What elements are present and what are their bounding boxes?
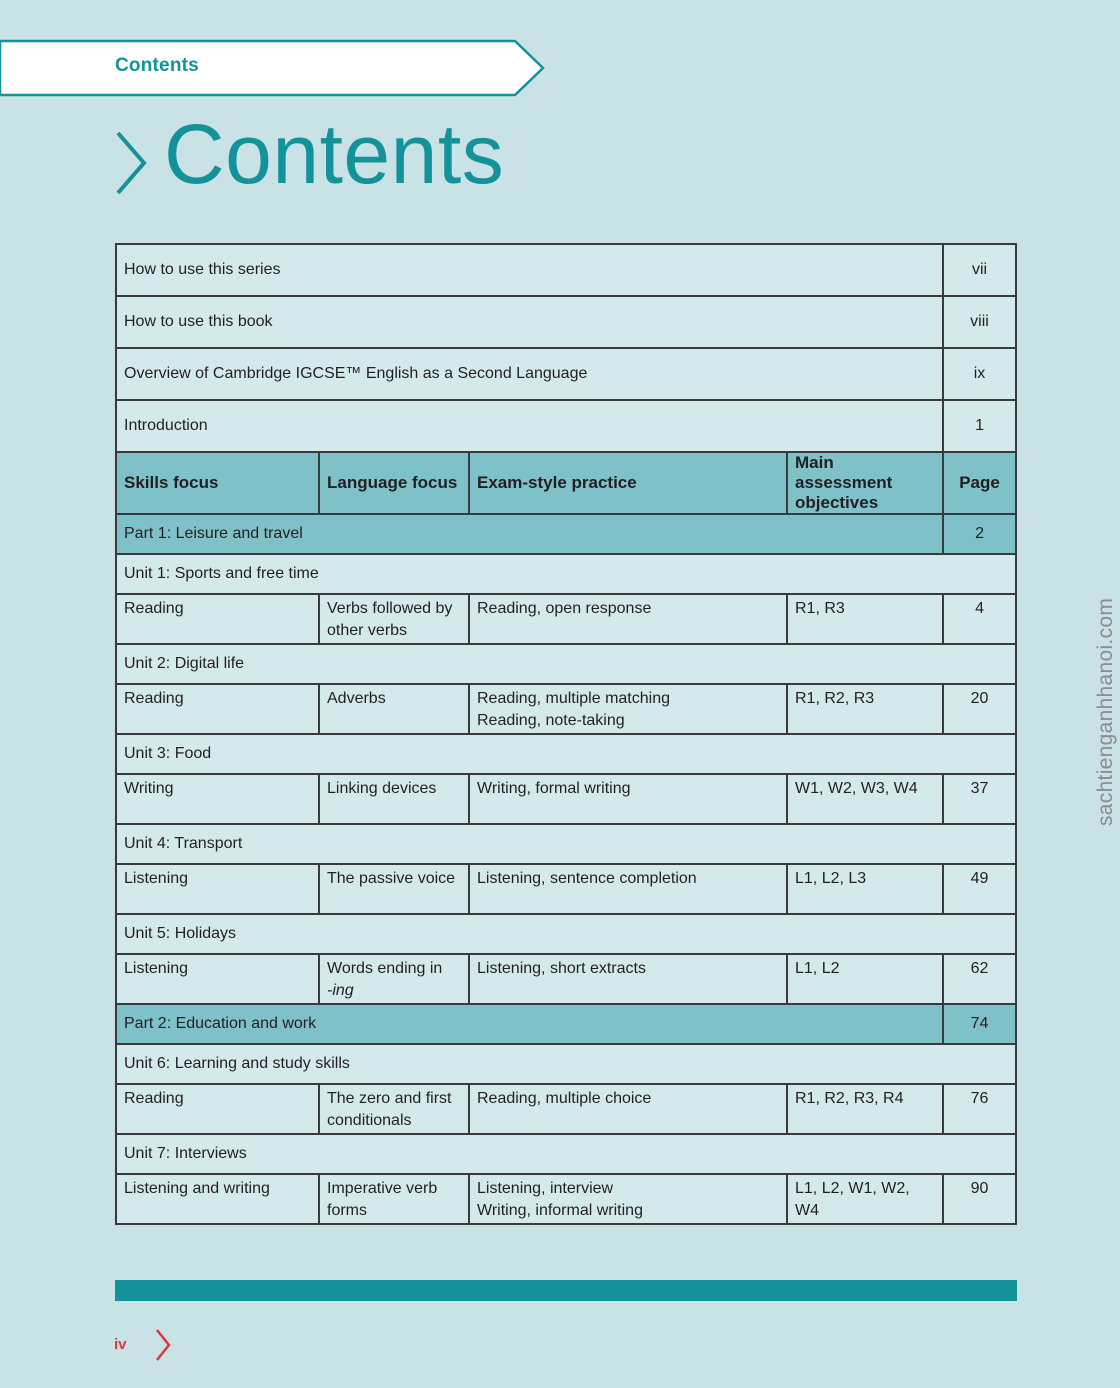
language-line: Verbs followed by: [327, 600, 453, 617]
unit-row: [116, 824, 1016, 864]
skills-cell: Reading: [116, 684, 319, 734]
objectives-cell: [787, 864, 943, 914]
page-title: Contents: [164, 107, 505, 201]
language-cell: [319, 864, 469, 914]
page-cell: 76: [943, 1084, 1016, 1134]
column-header-row: [116, 452, 1016, 514]
skills-cell: Reading: [116, 594, 319, 644]
objectives-line: R1, R2, R3, R4: [795, 1090, 904, 1107]
language-line: The passive voice: [327, 870, 456, 887]
language-cell: [319, 1084, 469, 1134]
unit-row: [116, 914, 1016, 954]
contents-table: [115, 243, 1017, 1225]
intro-row: [116, 296, 1016, 348]
page-cell: 4: [943, 594, 1016, 644]
part-title: Part 1: Leisure and travel: [116, 514, 943, 554]
exam-line: Reading, multiple choice: [477, 1090, 652, 1107]
unit-entry-row: [116, 774, 1016, 824]
footer-page-number: iv: [114, 1336, 127, 1353]
language-line: conditionals: [327, 1112, 412, 1129]
language-line: Linking devices: [327, 780, 437, 797]
unit-row: [116, 1134, 1016, 1174]
objectives-cell: [787, 954, 943, 1004]
exam-line: Listening, short extracts: [477, 960, 646, 977]
language-cell: [319, 954, 469, 1004]
unit-entry-row: [116, 684, 1016, 734]
unit-title: Unit 2: Digital life: [116, 644, 1016, 684]
objectives-line: W1, W2, W3, W4: [795, 780, 918, 797]
exam-cell: [469, 774, 787, 824]
language-line: -ing: [327, 982, 354, 999]
part-page: 2: [943, 514, 1016, 554]
objectives-cell: [787, 1084, 943, 1134]
objectives-cell: [787, 684, 943, 734]
exam-cell: [469, 954, 787, 1004]
unit-row: [116, 734, 1016, 774]
objectives-line: L1, L2: [795, 960, 840, 977]
skills-cell: Listening: [116, 954, 319, 1004]
column-header-objectives-line: objectives: [795, 493, 879, 512]
intro-row: [116, 244, 1016, 296]
unit-title: Unit 4: Transport: [116, 824, 1016, 864]
column-header-page: Page: [943, 452, 1016, 514]
language-cell: [319, 774, 469, 824]
exam-line: Reading, note-taking: [477, 712, 625, 729]
exam-line: Writing, formal writing: [477, 780, 631, 797]
language-cell: [319, 594, 469, 644]
objectives-line: L1, L2, L3: [795, 870, 867, 887]
skills-cell: Writing: [116, 774, 319, 824]
exam-cell: [469, 594, 787, 644]
chevron-right-icon: [154, 1328, 172, 1362]
language-line: Words ending in: [327, 960, 443, 977]
unit-entry-row: [116, 1174, 1016, 1224]
part-title: Part 2: Education and work: [116, 1004, 943, 1044]
unit-entry-row: [116, 864, 1016, 914]
column-header-language: Language focus: [319, 452, 469, 514]
unit-row: [116, 554, 1016, 594]
language-line: Imperative verb: [327, 1180, 438, 1197]
intro-row-page: viii: [943, 296, 1016, 348]
exam-cell: [469, 864, 787, 914]
unit-row: [116, 644, 1016, 684]
part-row: [116, 514, 1016, 554]
column-header-objectives-line: Main assessment: [795, 453, 893, 492]
column-header-skills: Skills focus: [116, 452, 319, 514]
objectives-cell: [787, 774, 943, 824]
objectives-line: R1, R2, R3: [795, 690, 875, 707]
intro-row-title: How to use this book: [116, 296, 943, 348]
intro-row-title: How to use this series: [116, 244, 943, 296]
header-tab-banner: [0, 38, 548, 98]
part-row: [116, 1004, 1016, 1044]
intro-row-page: ix: [943, 348, 1016, 400]
exam-line: Writing, informal writing: [477, 1202, 643, 1219]
footer-accent-bar: [115, 1280, 1017, 1301]
intro-row-title: Introduction: [116, 400, 943, 452]
column-header-objectives: [787, 452, 943, 514]
exam-line: Listening, sentence completion: [477, 870, 697, 887]
page-cell: 62: [943, 954, 1016, 1004]
exam-cell: [469, 1174, 787, 1224]
header-tab-label: Contents: [115, 55, 199, 76]
page-cell: 20: [943, 684, 1016, 734]
unit-title: Unit 1: Sports and free time: [116, 554, 1016, 594]
exam-line: Listening, interview: [477, 1180, 614, 1197]
page-cell: 37: [943, 774, 1016, 824]
column-header-exam: Exam-style practice: [469, 452, 787, 514]
objectives-cell: [787, 594, 943, 644]
intro-row: [116, 400, 1016, 452]
exam-line: Reading, open response: [477, 600, 652, 617]
language-line: The zero and first: [327, 1090, 452, 1107]
intro-row-page: 1: [943, 400, 1016, 452]
objectives-line: R1, R3: [795, 600, 845, 617]
chevron-right-icon: [112, 130, 148, 196]
exam-line: Reading, multiple matching: [477, 690, 670, 707]
part-page: 74: [943, 1004, 1016, 1044]
intro-row-title: Overview of Cambridge IGCSE™ English as a Second Language: [116, 348, 943, 400]
unit-row: [116, 1044, 1016, 1084]
skills-cell: Reading: [116, 1084, 319, 1134]
skills-cell: Listening and writing: [116, 1174, 319, 1224]
unit-entry-row: [116, 594, 1016, 644]
language-line: forms: [327, 1202, 367, 1219]
objectives-line: W4: [795, 1202, 819, 1219]
intro-row-page: vii: [943, 244, 1016, 296]
language-line: Adverbs: [327, 690, 386, 707]
unit-title: Unit 5: Holidays: [116, 914, 1016, 954]
unit-entry-row: [116, 954, 1016, 1004]
unit-title: Unit 6: Learning and study skills: [116, 1044, 1016, 1084]
watermark: sachtienganhhanoi.com: [1094, 597, 1117, 826]
intro-row: [116, 348, 1016, 400]
objectives-line: L1, L2, W1, W2,: [795, 1180, 910, 1197]
language-cell: [319, 684, 469, 734]
unit-entry-row: [116, 1084, 1016, 1134]
exam-cell: [469, 1084, 787, 1134]
objectives-cell: [787, 1174, 943, 1224]
skills-cell: Listening: [116, 864, 319, 914]
page-cell: 49: [943, 864, 1016, 914]
unit-title: Unit 7: Interviews: [116, 1134, 1016, 1174]
language-line: other verbs: [327, 622, 408, 639]
page-cell: 90: [943, 1174, 1016, 1224]
language-cell: [319, 1174, 469, 1224]
unit-title: Unit 3: Food: [116, 734, 1016, 774]
exam-cell: [469, 684, 787, 734]
